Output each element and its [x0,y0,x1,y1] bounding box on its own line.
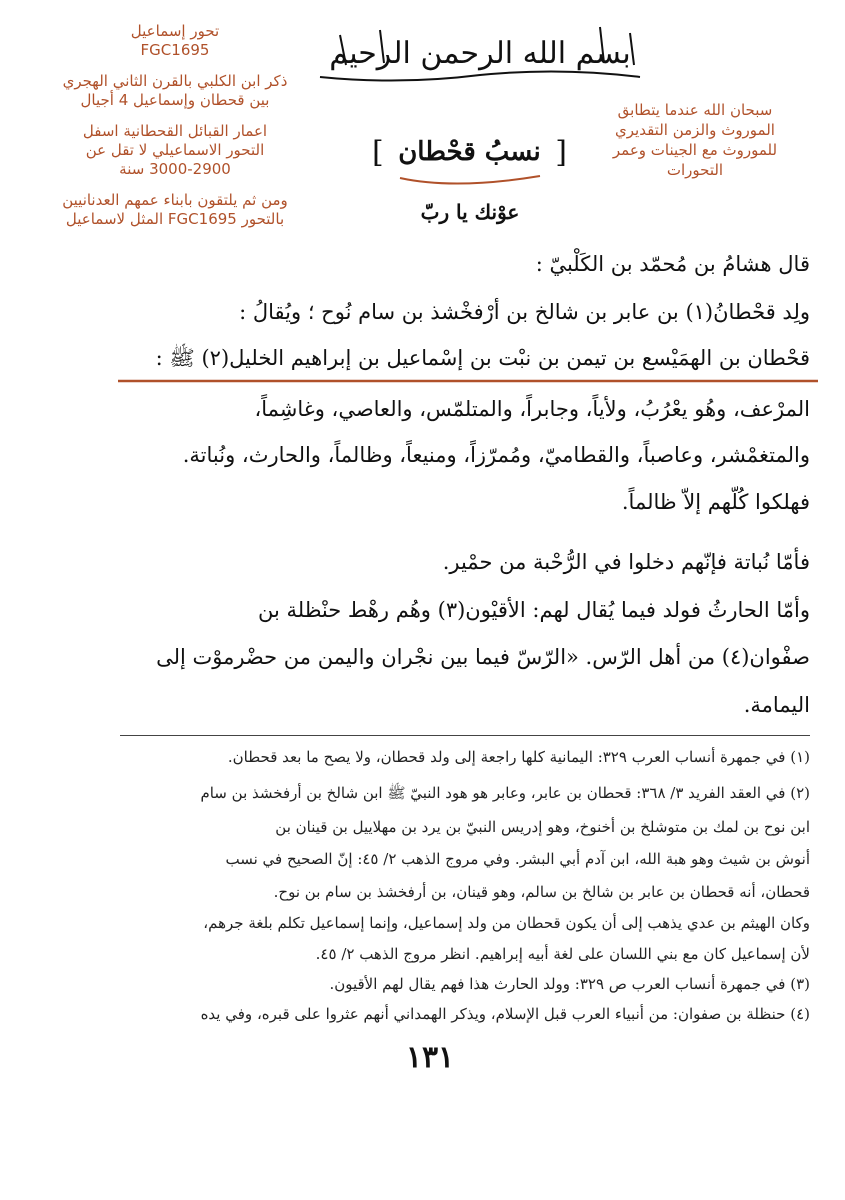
page-title: نسبُ قحْطان [398,137,541,167]
annotation-block [30,72,320,110]
footnote-line: وكان الهيثم بن عدي يذهب إلى أن يكون قحطان من ولد إسماعيل، وإنما إسماعيل تكلم بلغة جرهم، [203,914,810,932]
subtitle: عوْنك يا ربّ [420,200,520,224]
annotation-line: تحور إسماعيل [130,22,220,40]
footnote-line: (٣) في جمهرة أنساب العرب ص ٣٢٩: وولد الحارث هذا فهم يقال لهم الأقيون. [329,975,810,993]
basmala-calligraphy [300,15,660,95]
footnote-line: ابن نوح بن لمك بن متوشلخ بن أخنوخ، وهو إدريس النبيّ بن يرد بن مهلاييل بن قينان بن [275,818,810,836]
annotation-line: 3000-2900 سنة [119,160,231,178]
footnote-line: (٤) حنظلة بن صفوان: من أنبياء العرب قبل الإسلام، ويذكر الهمداني أنهم عثروا على قبره، وفي يده [200,1005,810,1023]
annotation-line: FGC1695 [140,41,210,59]
annotation-line: بين قحطان وإسماعيل 4 أجيال [80,91,270,109]
annotation-line: ذكر ابن الكلبي بالقرن الثاني الهجري [62,72,288,90]
text-line: فهلكوا كُلّهم إلاّ ظالماً. [621,490,810,514]
title-underline [395,170,545,190]
footnote-line: قحطان، أنه قحطان بن عابر بن شالخ بن سالم، وهو قينان، بن أرفخشذ بن سام بن نوح. [273,883,810,901]
annotation-block [30,191,320,229]
text-line: فأمّا نُباتة فإنّهم دخلوا في الرُّحْبة من حمْير. [442,550,810,574]
annotation-line: للموروث مع الجينات وعمر [612,141,778,159]
page-number: ١٣١ [405,1040,455,1075]
footnote-line: أنوش بن شيث وهو هبة الله، ابن آدم أبي البشر. وفي مروج الذهب ٢/ ٤٥: إنّ الصحيح في نسب [225,850,810,868]
text-line: والمتغمْشر، وعاصباً، والقطاميّ، ومُمرّزاً، ومنيعاً، وظالماً، والحارث، ونُباتة. [182,443,810,467]
basmala-text: بسم الله الرحمن الرحيم [329,36,631,71]
title-bracket-left: [ [372,135,384,170]
annotation-block [30,22,320,60]
highlight-underline [118,377,818,385]
annotation-line: ومن ثم يلتقون بابناء عمهم العدنانيين [62,191,288,209]
title-bracket-right: ] [555,135,567,170]
footnote-divider [120,735,810,736]
annotation-line: بالتحور FGC1695 المثل لاسماعيل [65,210,285,228]
footnote-line: (١) في جمهرة أنساب العرب ٣٢٩: اليمانية كلها راجعة إلى ولد قحطان، ولا يصح ما بعد قحطان. [227,748,810,766]
text-line-highlighted: قحْطان بن الهمَيْسع بن تيمن بن نبْت بن إسْماعيل بن إبراهيم الخليل(٢) ﷺ : [155,346,810,370]
text-line: المرْعف، وهُو يعْرُبُ، ولأياً، وجابراً، والمتلمّس، والعاصي، وغاشِماً، [254,397,810,421]
annotation-right [585,100,805,180]
text-line: وأمّا الحارثُ فولد فيما يُقال لهم: الأقيْون(٣) وهُم رهْط حنْظلة بن [257,598,810,622]
footnote-line: لأن إسماعيل كان مع بني اللسان على لغة أبيه إبراهيم. انظر مروج الذهب ٢/ ٤٥. [315,945,810,963]
annotation-line: سبحان الله عندما يتطابق [617,101,773,119]
annotation-line: اعمار القبائل القحطانية اسفل [82,122,268,140]
annotation-line: التحور الاسماعيلي لا تقل عن [85,141,265,159]
annotation-left [30,22,320,241]
text-line: ولِد قحْطانُ(١) بن عابر بن شالخ بن أرْفخْشذ بن سام نُوح ؛ ويُقالُ : [239,300,810,324]
annotation-block [30,122,320,179]
text-line: قال هشامُ بن مُحمّد بن الكَلْبيّ : [535,252,810,276]
text-line: صفْوان(٤) من أهل الرّس. «الرّسّ فيما بين نجْران واليمن من حضْرموْت إلى [156,645,810,669]
footnote-line: (٢) في العقد الفريد ٣/ ٣٦٨: قحطان بن عابر، وعابر هو هود النبيّ ﷺ ابن شالخ بن أرفخشذ بن سام [200,784,810,802]
annotation-line: الموروث والزمن التقديري [615,121,775,139]
annotation-line: التحورات [666,161,724,179]
text-line: اليمامة. [743,693,810,717]
